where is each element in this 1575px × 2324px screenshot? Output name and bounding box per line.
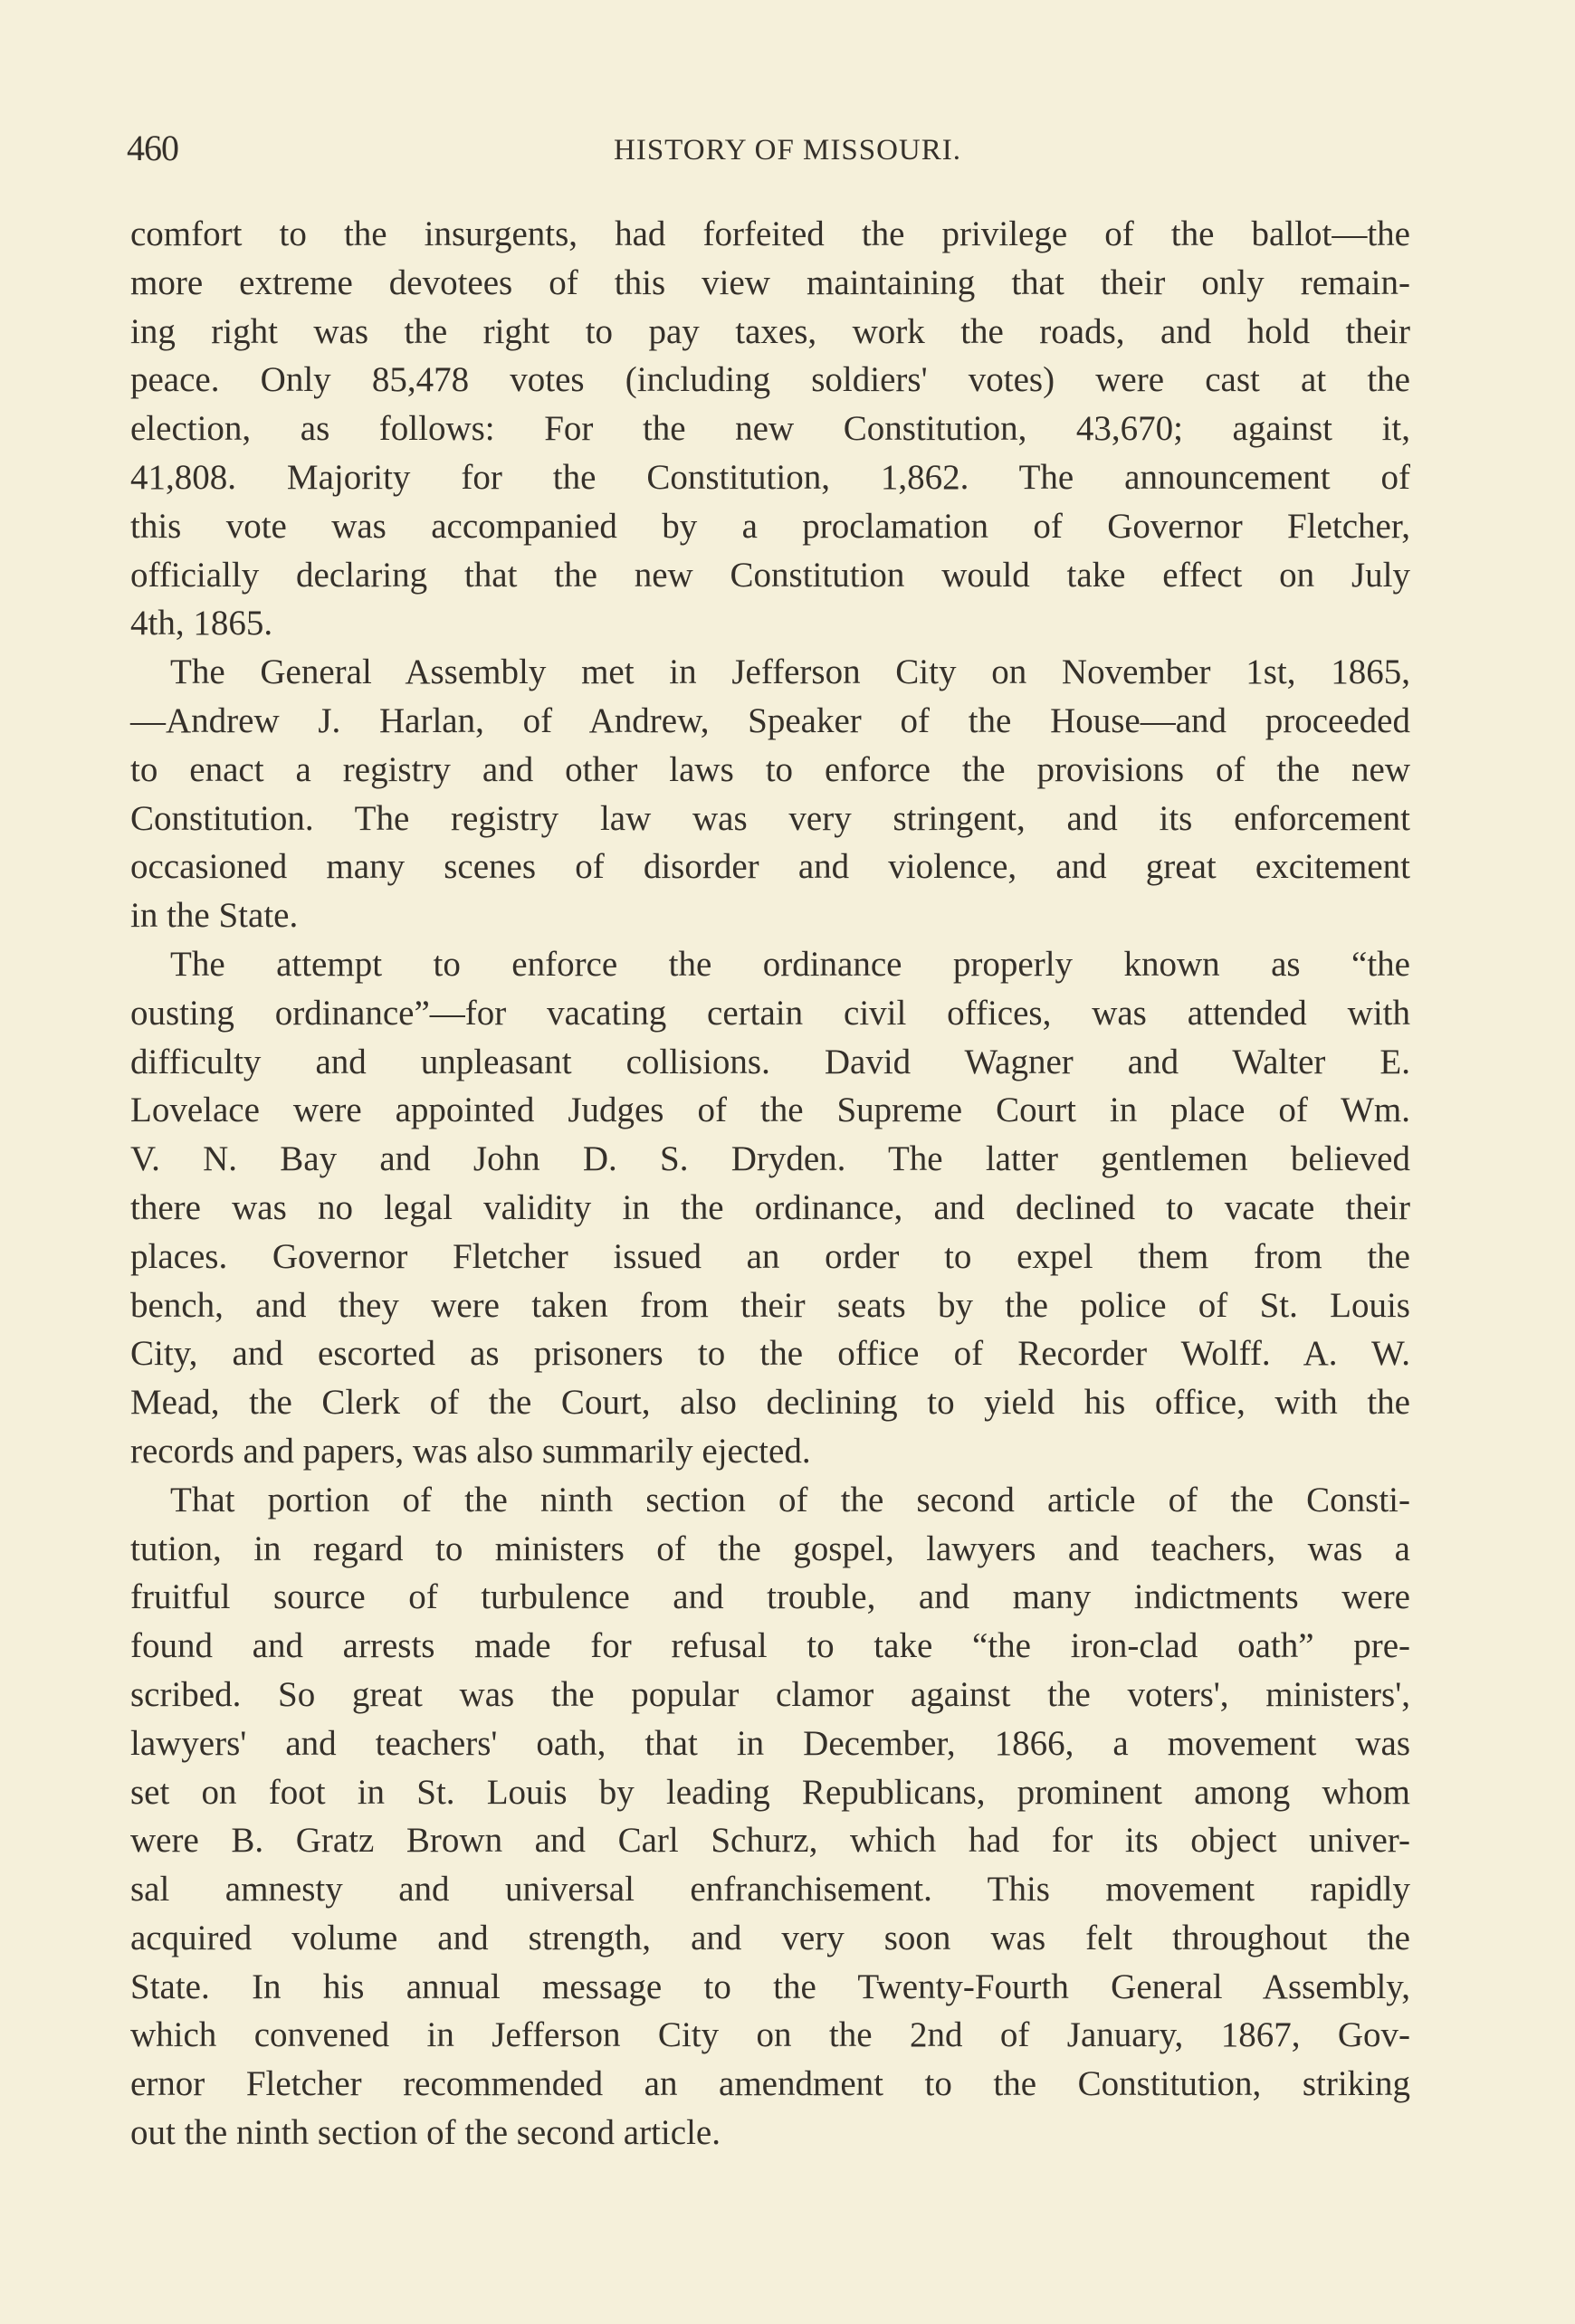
text-line: there was no legal validity in the ordinance, and declined to vacate their: [130, 1187, 1410, 1227]
text-line: this vote was accompanied by a proclamation of Governor Fletcher,: [130, 506, 1410, 546]
page-number: 460: [127, 128, 178, 168]
text-line: election, as follows: For the new Constitution, 43,670; against it,: [130, 409, 1410, 449]
running-title: HISTORY OF MISSOURI.: [614, 134, 961, 167]
text-line: V. N. Bay and John D. S. Dryden. The latter gentlemen believed: [130, 1139, 1410, 1179]
text-line: comfort to the insurgents, had forfeited the privilege of the ballot—the: [130, 214, 1410, 253]
text-line: officially declaring that the new Constitution would take effect on July: [130, 555, 1410, 595]
paragraph: [130, 210, 1410, 648]
text-line: sal amnesty and universal enfranchisement. This movement rapidly: [130, 1870, 1410, 1910]
text-line: set on foot in St. Louis by leading Republicans, prominent among whom: [130, 1772, 1410, 1812]
text-line: out the ninth section of the second article.: [130, 2113, 721, 2153]
paragraph: [130, 648, 1410, 940]
text-line: 41,808. Majority for the Constitution, 1,862. The announcement of: [130, 457, 1410, 497]
text-line: occasioned many scenes of disorder and violence, and great excitement: [130, 847, 1410, 887]
text-line: 4th, 1865.: [130, 604, 273, 643]
text-line: lawyers' and teachers' oath, that in December, 1866, a movement was: [130, 1723, 1410, 1763]
text-line: That portion of the ninth section of the second article of the Consti-: [170, 1480, 1410, 1519]
text-line: acquired volume and strength, and very soon was felt throughout the: [130, 1918, 1410, 1957]
body-text: [130, 210, 1410, 2157]
text-line: Lovelace were appointed Judges of the Supreme Court in place of Wm.: [130, 1091, 1410, 1130]
paragraph: [130, 1476, 1410, 2157]
text-line: in the State.: [130, 896, 299, 936]
text-line: peace. Only 85,478 votes (including soldiers' votes) were cast at the: [130, 360, 1410, 400]
text-line: which convened in Jefferson City on the 2nd of January, 1867, Gov-: [130, 2015, 1410, 2055]
text-line: ousting ordinance”—for vacating certain civil offices, was attended with: [130, 993, 1410, 1033]
text-line: more extreme devotees of this view maintaining that their only remain-: [130, 262, 1410, 302]
text-line: ing right was the right to pay taxes, work the roads, and hold their: [130, 311, 1410, 351]
text-line: difficulty and unpleasant collisions. David Wagner and Walter E.: [130, 1042, 1410, 1081]
text-line: City, and escorted as prisoners to the office of Recorder Wolff. A. W.: [130, 1334, 1410, 1374]
text-line: Constitution. The registry law was very stringent, and its enforcement: [130, 798, 1410, 838]
text-line: found and arrests made for refusal to take “the iron-clad oath” pre-: [130, 1626, 1410, 1666]
text-line: places. Governor Fletcher issued an order to expel them from the: [130, 1236, 1410, 1276]
text-line: to enact a registry and other laws to enforce the provisions of the new: [130, 749, 1410, 789]
text-line: The General Assembly met in Jefferson City on November 1st, 1865,: [170, 652, 1410, 692]
text-line: tution, in regard to ministers of the gospel, lawyers and teachers, was a: [130, 1529, 1410, 1568]
text-line: State. In his annual message to the Twenty-Fourth General Assembly,: [130, 1967, 1410, 2006]
text-line: ernor Fletcher recommended an amendment to the Constitution, striking: [130, 2064, 1410, 2104]
text-line: records and papers, was also summarily ejected.: [130, 1431, 811, 1471]
text-line: The attempt to enforce the ordinance properly known as “the: [170, 944, 1410, 984]
paragraph: [130, 940, 1410, 1476]
text-line: were B. Gratz Brown and Carl Schurz, which had for its object univer-: [130, 1821, 1410, 1861]
text-line: scribed. So great was the popular clamor against the voters', ministers',: [130, 1674, 1410, 1714]
text-line: —Andrew J. Harlan, of Andrew, Speaker of the House—and proceeded: [130, 700, 1410, 740]
text-line: bench, and they were taken from their seats by the police of St. Louis: [130, 1285, 1410, 1325]
text-line: Mead, the Clerk of the Court, also declining to yield his office, with the: [130, 1383, 1410, 1423]
text-line: fruitful source of turbulence and trouble, and many indictments were: [130, 1577, 1410, 1617]
